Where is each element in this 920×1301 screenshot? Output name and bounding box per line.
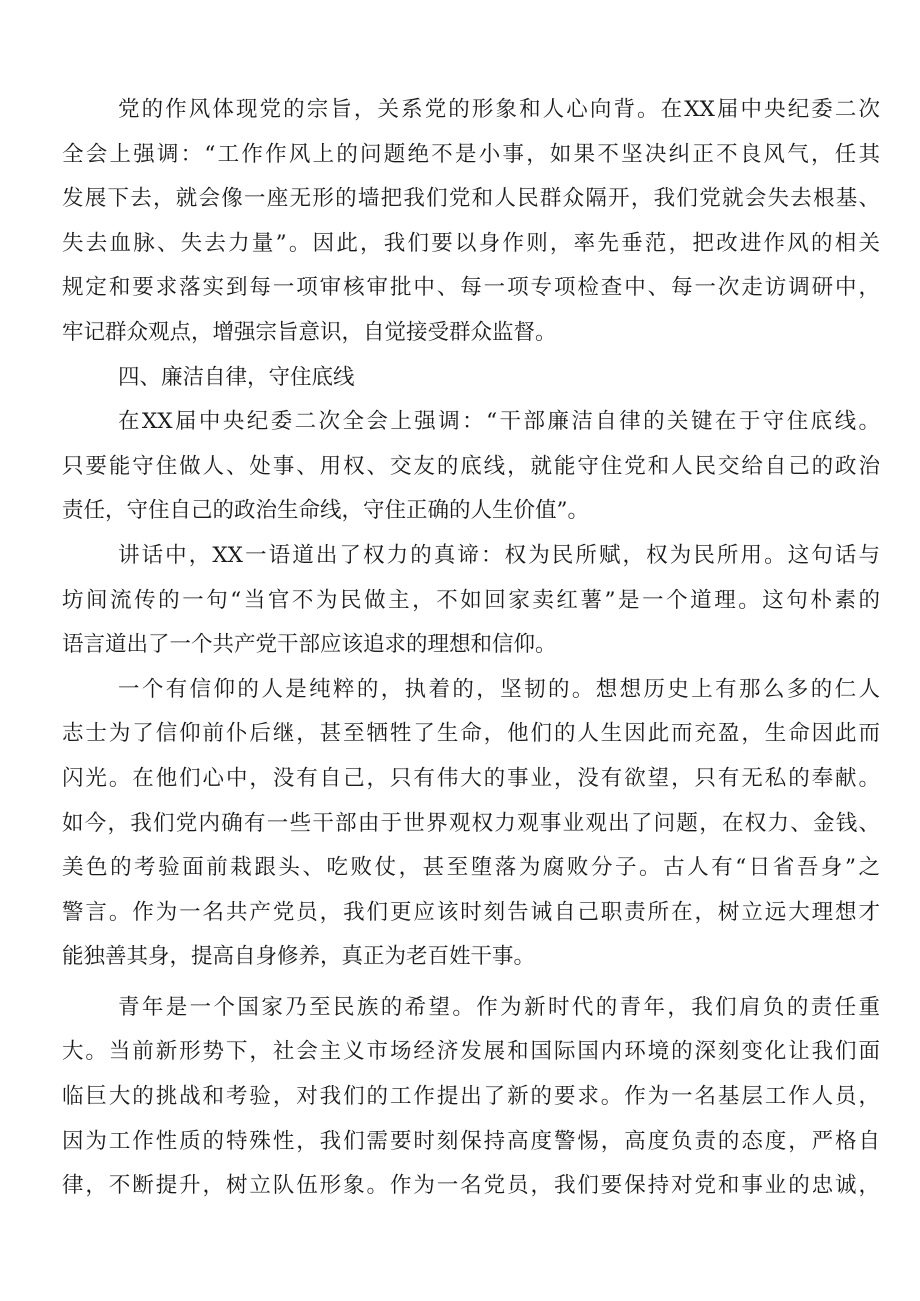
paragraph-youth: [62, 990, 880, 1213]
text-line: 临巨大的挑战和考验，对我们的工作提出了新的要求。作为一名基层工作人员，: [62, 1084, 880, 1110]
text-line: 全会上强调：“工作作风上的问题绝不是小事，如果不坚决纠正不良风气，任其: [62, 141, 880, 167]
text-line: 党的作风体现党的宗旨，关系党的形象和人心向背。在XX届中央纪委二次: [118, 97, 880, 122]
text-line: 美色的考验面前栽跟头、吃败仗，甚至堕落为腐败分子。古人有“日省吾身”之: [62, 855, 880, 881]
text-line: 警言。作为一名共产党员，我们更应该时刻告诫自己职责所在，树立远大理想才: [62, 899, 880, 925]
text-line: 一个有信仰的人是纯粹的，执着的，坚韧的。想想历史上有那么多的仁人: [118, 676, 880, 702]
paragraph-power: [62, 538, 880, 672]
paragraph-belief: [62, 672, 880, 984]
text-line: 失去血脉、失去力量”。因此，我们要以身作则，率先垂范，把改进作风的相关: [62, 230, 880, 256]
paragraph-work-style: [62, 92, 880, 360]
section-heading: [62, 360, 880, 405]
text-line: 青年是一个国家乃至民族的希望。作为新时代的青年，我们肩负的责任重: [118, 994, 880, 1020]
text-line: 如今，我们党内确有一些干部由于世界观权力观事业观出了问题，在权力、金钱、: [62, 810, 880, 836]
text-line: 责任，守住自己的政治生命线，守住正确的人生价值”。: [62, 498, 589, 524]
text-line: 发展下去，就会像一座无形的墙把我们党和人民群众隔开，我们党就会失去根基、: [62, 186, 880, 212]
text-line: 闪光。在他们心中，没有自己，只有伟大的事业，没有欲望，只有无私的奉献。: [62, 765, 880, 791]
text-line: 牢记群众观点，增强宗旨意识，自觉接受群众监督。: [62, 319, 557, 345]
text-line: 志士为了信仰前仆后继，甚至牺牲了生命，他们的人生因此而充盈，生命因此而: [62, 721, 880, 747]
text-line: 在XX届中央纪委二次全会上强调：“干部廉洁自律的关键在于守住底线。: [118, 409, 880, 435]
text-line: 能独善其身，提高自身修养，真正为老百姓干事。: [62, 944, 536, 970]
text-line: 因为工作性质的特殊性，我们需要时刻保持高度警惕，高度负责的态度，严格自: [62, 1128, 880, 1154]
document-page: [62, 92, 880, 1213]
text-line: 只要能守住做人、处事、用权、交友的底线，就能守住党和人民交给自己的政治: [62, 453, 880, 479]
heading-text: 四、廉洁自律，守住底线: [118, 364, 355, 390]
text-line: 规定和要求落实到每一项审核审批中、每一项专项检查中、每一次走访调研中，: [62, 275, 880, 301]
paragraph-self-discipline: [62, 404, 880, 538]
text-line: 律，不断提升，树立队伍形象。作为一名党员，我们要保持对党和事业的忠诚，: [62, 1173, 880, 1199]
text-line: 语言道出了一个共产党干部应该追求的理想和信仰。: [62, 632, 557, 658]
text-line: 讲话中，XX一语道出了权力的真谛：权为民所赋，权为民所用。这句话与: [118, 542, 880, 568]
text-line: 大。当前新形势下，社会主义市场经济发展和国际国内环境的深刻变化让我们面: [62, 1039, 880, 1065]
text-line: 坊间流传的一句“当官不为民做主，不如回家卖红薯”是一个道理。这句朴素的: [62, 587, 880, 613]
